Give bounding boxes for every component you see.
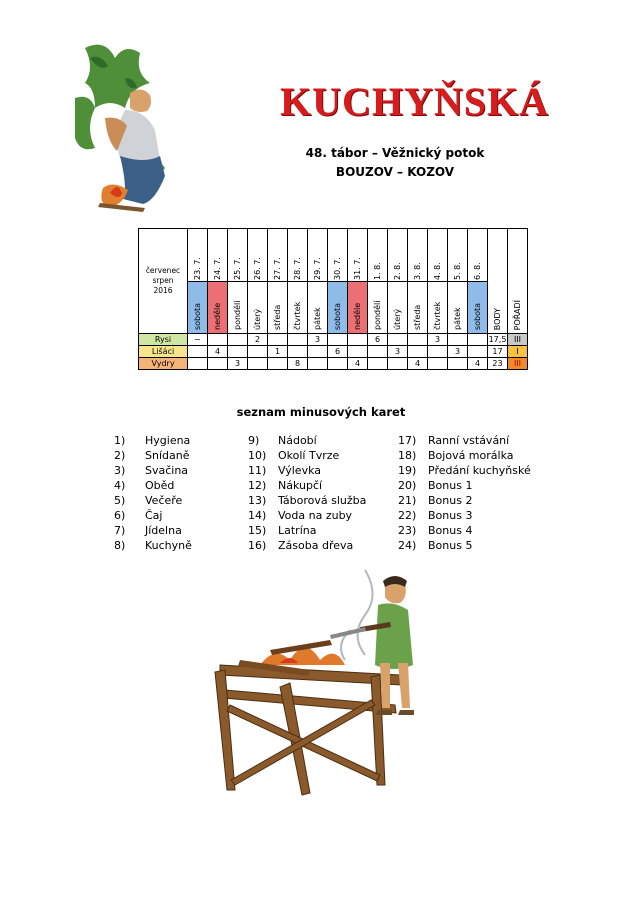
score-cell: 3 <box>428 334 448 346</box>
card-number: 7) <box>114 524 126 537</box>
card-number: 14) <box>248 509 267 522</box>
column-date: 29. 7. <box>313 257 322 280</box>
card-label: Předání kuchyňské <box>428 464 531 477</box>
column-date: 23. 7. <box>193 257 202 280</box>
rank-cell: I <box>508 346 528 358</box>
column-weekday: pátek <box>453 307 462 330</box>
date-column-header <box>248 229 268 334</box>
column-weekday: pátek <box>313 307 322 330</box>
card-number: 11) <box>248 464 267 477</box>
card-label: Hygiena <box>145 434 191 447</box>
score-cell <box>428 346 448 358</box>
column-date: 3. 8. <box>413 262 422 280</box>
body-total: 23 <box>488 358 508 370</box>
score-cell: 2 <box>248 334 268 346</box>
card-label: Kuchyně <box>145 539 192 552</box>
column-date: 26. 7. <box>253 257 262 280</box>
score-cell <box>308 358 328 370</box>
column-date: 1. 8. <box>373 262 382 280</box>
card-label: Oběd <box>145 479 175 492</box>
body-total: 17 <box>488 346 508 358</box>
score-cell <box>448 358 468 370</box>
column-weekday: pondělí <box>233 300 242 330</box>
score-cell <box>328 334 348 346</box>
card-label: Čaj <box>145 509 163 522</box>
date-column-header <box>308 229 328 334</box>
card-label: Bonus 2 <box>428 494 473 507</box>
score-cell <box>368 358 388 370</box>
date-column-header <box>468 229 488 334</box>
card-label: Bonus 5 <box>428 539 473 552</box>
score-cell <box>228 346 248 358</box>
column-date: 6. 8. <box>473 262 482 280</box>
score-cell: 4 <box>408 358 428 370</box>
card-number: 16) <box>248 539 267 552</box>
card-label: Bonus 3 <box>428 509 473 522</box>
column-weekday: úterý <box>253 308 262 330</box>
column-label: POŘADÍ <box>513 299 522 330</box>
table-row <box>139 358 528 370</box>
corner-line: srpen <box>152 275 174 285</box>
card-label: Nádobí <box>278 434 317 447</box>
section-title: seznam minusových karet <box>236 405 406 419</box>
card-label: Bojová morálka <box>428 449 514 462</box>
table-corner <box>139 229 188 334</box>
rank-cell: III <box>508 358 528 370</box>
page-title: KUCHYŇSKÁ <box>280 79 550 124</box>
score-cell <box>268 334 288 346</box>
score-cell <box>388 358 408 370</box>
score-cell <box>368 346 388 358</box>
card-label: Táborová služba <box>278 494 367 507</box>
column-date: 28. 7. <box>293 257 302 280</box>
column-weekday: úterý <box>393 308 402 330</box>
card-label: Latrína <box>278 524 317 537</box>
card-label: Večeře <box>145 494 183 507</box>
column-weekday: neděle <box>353 302 362 330</box>
card-label: Bonus 4 <box>428 524 473 537</box>
card-label: Voda na zuby <box>278 509 353 522</box>
score-cell <box>348 346 368 358</box>
score-cell <box>428 358 448 370</box>
date-column-header <box>288 229 308 334</box>
score-cell <box>448 334 468 346</box>
date-column-header <box>268 229 288 334</box>
cooking-man-illustration <box>75 38 175 223</box>
score-cell <box>288 334 308 346</box>
card-number: 17) <box>398 434 417 447</box>
score-table <box>138 228 528 370</box>
corner-line: červenec <box>145 265 181 275</box>
card-number: 18) <box>398 449 417 462</box>
score-cell: 6 <box>328 346 348 358</box>
card-number: 24) <box>398 539 417 552</box>
card-number: 15) <box>248 524 267 537</box>
camp-subtitle: 48. tábor – Věžnický potok <box>305 146 485 160</box>
column-weekday: sobota <box>193 302 202 330</box>
table-header-row <box>139 229 528 334</box>
score-cell: 6 <box>368 334 388 346</box>
card-number: 22) <box>398 509 417 522</box>
score-cell <box>468 346 488 358</box>
score-cell <box>328 358 348 370</box>
date-column-header <box>368 229 388 334</box>
card-label: Svačina <box>145 464 189 477</box>
card-label: Okolí Tvrze <box>278 449 340 462</box>
card-number: 8) <box>114 539 126 552</box>
rank-column-header <box>508 229 528 334</box>
score-cell: 3 <box>308 334 328 346</box>
date-column-header <box>388 229 408 334</box>
column-weekday: neděle <box>213 302 222 330</box>
column-weekday: čtvrtek <box>293 301 302 330</box>
score-cell <box>388 334 408 346</box>
card-number: 12) <box>248 479 267 492</box>
score-cell <box>188 346 208 358</box>
body-total: 17,5 <box>488 335 507 344</box>
date-column-header <box>328 229 348 334</box>
card-number: 21) <box>398 494 417 507</box>
score-cell: 1 <box>268 346 288 358</box>
rank-cell: III <box>508 334 528 346</box>
score-cell: 4 <box>468 358 488 370</box>
score-cell <box>188 358 208 370</box>
date-column-header <box>428 229 448 334</box>
card-number: 3) <box>114 464 126 477</box>
card-number: 10) <box>248 449 267 462</box>
score-cell: ~ <box>188 334 208 346</box>
card-number: 6) <box>114 509 126 522</box>
column-date: 2. 8. <box>393 262 402 280</box>
camp-location: BOUZOV – KOZOV <box>335 165 455 179</box>
score-cell: 3 <box>388 346 408 358</box>
team-name: Vydry <box>139 358 188 370</box>
corner-line: 2016 <box>153 286 173 296</box>
column-weekday: sobota <box>333 302 342 330</box>
score-cell <box>248 346 268 358</box>
column-weekday: středa <box>273 304 282 330</box>
score-cell <box>408 346 428 358</box>
card-number: 20) <box>398 479 417 492</box>
score-cell: 4 <box>208 346 228 358</box>
score-cell <box>228 334 248 346</box>
card-label: Nákupčí <box>278 479 323 492</box>
date-column-header <box>408 229 428 334</box>
date-column-header <box>208 229 228 334</box>
card-number: 1) <box>114 434 126 447</box>
column-weekday: středa <box>413 304 422 330</box>
team-name: Lišáci <box>139 346 188 358</box>
score-cell: 3 <box>448 346 468 358</box>
column-date: 31. 7. <box>353 257 362 280</box>
card-number: 9) <box>248 434 260 447</box>
column-weekday: čtvrtek <box>433 301 442 330</box>
date-column-header <box>228 229 248 334</box>
card-label: Zásoba dřeva <box>278 539 354 552</box>
column-weekday: sobota <box>473 302 482 330</box>
grilling-boy-illustration <box>200 565 450 805</box>
score-cell <box>468 334 488 346</box>
score-cell <box>268 358 288 370</box>
card-number: 13) <box>248 494 267 507</box>
card-number: 19) <box>398 464 417 477</box>
card-label: Jídelna <box>145 524 182 537</box>
team-name: Rysi <box>139 334 188 346</box>
column-date: 27. 7. <box>273 257 282 280</box>
score-cell <box>288 346 308 358</box>
score-cell <box>208 334 228 346</box>
score-cell <box>308 346 328 358</box>
date-column-header <box>448 229 468 334</box>
column-date: 30. 7. <box>333 257 342 280</box>
card-label: Výlevka <box>278 464 321 477</box>
date-column-header <box>188 229 208 334</box>
card-number: 5) <box>114 494 126 507</box>
card-label: Bonus 1 <box>428 479 473 492</box>
date-column-header <box>348 229 368 334</box>
card-label: Ranní vstávání <box>428 434 510 447</box>
score-cell <box>408 334 428 346</box>
column-label: BODY <box>493 307 502 330</box>
score-cell <box>208 358 228 370</box>
column-weekday: pondělí <box>373 300 382 330</box>
column-date: 5. 8. <box>453 262 462 280</box>
score-cell: 3 <box>228 358 248 370</box>
body-column-header <box>488 229 508 334</box>
score-cell: 8 <box>288 358 308 370</box>
card-number: 2) <box>114 449 126 462</box>
table-row <box>139 346 528 358</box>
table-row <box>139 334 528 346</box>
card-number: 23) <box>398 524 417 537</box>
score-cell: 4 <box>348 358 368 370</box>
card-number: 4) <box>114 479 126 492</box>
score-cell <box>348 334 368 346</box>
column-date: 25. 7. <box>233 257 242 280</box>
card-label: Snídaně <box>145 449 190 462</box>
column-date: 4. 8. <box>433 262 442 280</box>
score-cell <box>248 358 268 370</box>
column-date: 24. 7. <box>213 257 222 280</box>
